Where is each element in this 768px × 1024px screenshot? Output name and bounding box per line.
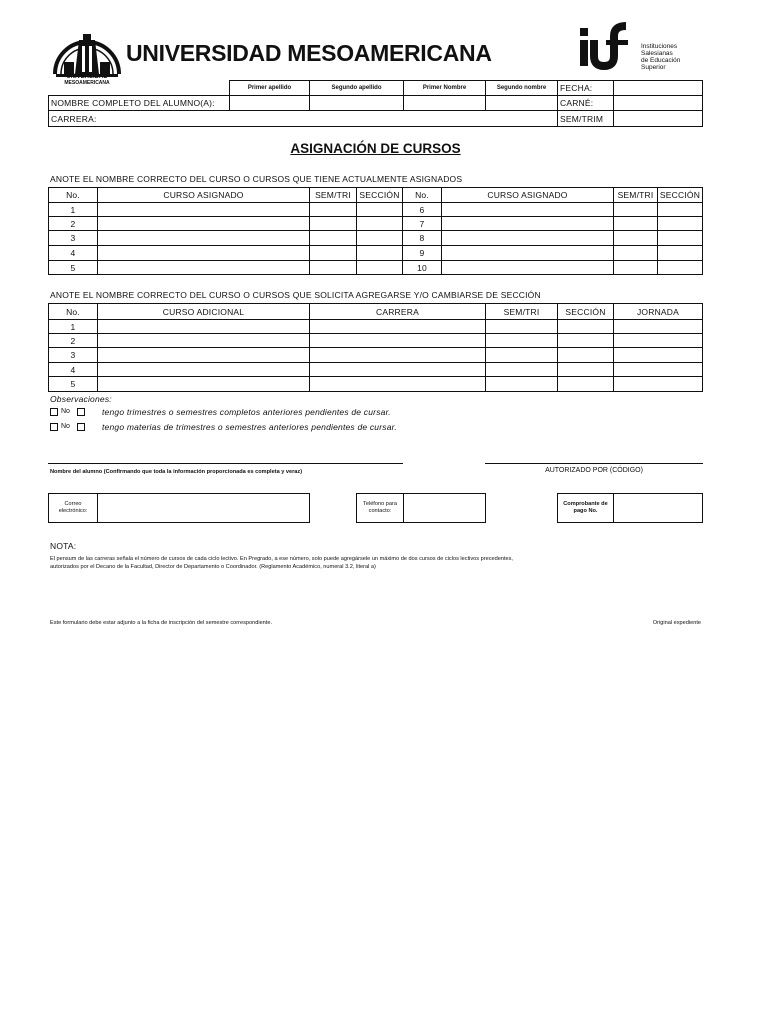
semtri-field[interactable] [485, 376, 558, 392]
date-field[interactable] [613, 80, 703, 96]
course-field[interactable] [97, 245, 310, 261]
course-field[interactable] [441, 216, 614, 231]
semtri-field[interactable] [485, 362, 558, 377]
observation-checkbox[interactable] [50, 408, 58, 416]
observation-text: tengo materias de trimestres o semestres anteriores pendientes de cursar. [102, 422, 397, 432]
schedule-field[interactable] [613, 347, 703, 363]
semtri-field[interactable] [485, 347, 558, 363]
section-field[interactable] [657, 216, 703, 231]
carne-field[interactable] [613, 95, 703, 111]
section-field[interactable] [657, 260, 703, 275]
row-number: 2 [48, 216, 98, 231]
section-field[interactable] [657, 230, 703, 246]
col-semtri: SEM/TRI [485, 303, 558, 320]
observation-option: No [61, 423, 70, 430]
section-field[interactable] [356, 230, 403, 246]
col-seccion-right: SECCIÓN [657, 187, 703, 203]
ius-caption [641, 43, 680, 71]
row-number: 1 [48, 202, 98, 217]
student-signature-caption: Nombre del alumno (Confirmando que toda la información proporcionada es completa y veraz) [50, 469, 303, 475]
section-field[interactable] [356, 202, 403, 217]
col-no-right: No. [402, 187, 442, 203]
course-field[interactable] [97, 230, 310, 246]
receipt-label: Comprobante de pago No. [557, 493, 614, 523]
section-field[interactable] [557, 319, 614, 334]
logo-caption-line1: UNIVERSIDAD [66, 74, 108, 80]
course-field[interactable] [97, 376, 310, 392]
semtri-field[interactable] [309, 245, 357, 261]
semtrim-label: SEM/TRIM [557, 110, 614, 127]
university-name: UNIVERSIDAD MESOAMERICANA [126, 40, 492, 66]
header-segundo-nombre: Segundo nombre [485, 80, 558, 96]
observation-checkbox[interactable] [77, 423, 85, 431]
section-field[interactable] [557, 362, 614, 377]
schedule-field[interactable] [613, 333, 703, 348]
observations-label: Observaciones: [50, 394, 112, 404]
receipt-field[interactable] [613, 493, 703, 523]
row-number: 5 [48, 376, 98, 392]
course-field[interactable] [97, 347, 310, 363]
phone-label: Teléfono para contacto: [356, 493, 404, 523]
header-segundo-apellido: Segundo apellido [309, 80, 404, 96]
col-curso-asignado-right: CURSO ASIGNADO [441, 187, 614, 203]
row-number: 4 [48, 245, 98, 261]
phone-field[interactable] [403, 493, 486, 523]
row-number: 6 [402, 202, 442, 217]
logo-caption-line2: MESOAMERICANA [64, 80, 110, 86]
section-field[interactable] [557, 333, 614, 348]
row-number: 4 [48, 362, 98, 377]
full-name-label: NOMBRE COMPLETO DEL ALUMNO(A): [48, 95, 230, 111]
section-field[interactable] [657, 245, 703, 261]
section-field[interactable] [557, 347, 614, 363]
date-label: FECHA: [557, 80, 614, 96]
email-field[interactable] [97, 493, 310, 523]
authorized-caption: AUTORIZADO POR (CÓDIGO) [545, 467, 643, 474]
segundo-nombre-field[interactable] [485, 95, 558, 111]
semtri-field[interactable] [309, 230, 357, 246]
observation-checkbox[interactable] [77, 408, 85, 416]
primer-apellido-field[interactable] [229, 95, 310, 111]
semtri-field[interactable] [309, 260, 357, 275]
section-field[interactable] [657, 202, 703, 217]
header-primer-apellido: Primer apellido [229, 80, 310, 96]
section-field[interactable] [557, 376, 614, 392]
course-field[interactable] [97, 362, 310, 377]
career-field[interactable] [309, 376, 486, 392]
header-primer-nombre: Primer Nombre [403, 80, 486, 96]
semtri-field[interactable] [309, 202, 357, 217]
assigned-instruction: ANOTE EL NOMBRE CORRECTO DEL CURSO O CURSOS QUE TIENE ACTUALMENTE ASIGNADOS [50, 174, 463, 184]
primer-nombre-field[interactable] [403, 95, 486, 111]
ius-caption-line1: Instituciones [641, 43, 678, 50]
row-number: 5 [48, 260, 98, 275]
student-signature-line[interactable] [48, 463, 403, 464]
footer-note: Este formulario debe estar adjunto a la ficha de inscripción del semestre correspondiente. [50, 620, 273, 626]
course-field[interactable] [97, 216, 310, 231]
col-jornada: JORNADA [613, 303, 703, 320]
course-field[interactable] [441, 245, 614, 261]
observation-checkbox[interactable] [50, 423, 58, 431]
career-field[interactable] [97, 110, 558, 127]
logo-caption [52, 74, 122, 86]
authorized-signature-line[interactable] [485, 463, 703, 464]
email-label: Correo electrónico: [48, 493, 98, 523]
semtri-field[interactable] [485, 319, 558, 334]
col-curso-adicional: CURSO ADICIONAL [97, 303, 310, 320]
ius-caption-line3: de Educación [641, 57, 681, 64]
col-carrera: CARRERA [309, 303, 486, 320]
row-number: 1 [48, 319, 98, 334]
schedule-field[interactable] [613, 376, 703, 392]
semtri-field[interactable] [613, 216, 658, 231]
course-field[interactable] [441, 260, 614, 275]
ius-caption-line4: Superior [641, 64, 666, 71]
col-seccion: SECCIÓN [356, 187, 403, 203]
section-field[interactable] [356, 216, 403, 231]
row-number: 9 [402, 245, 442, 261]
carne-label: CARNÉ: [557, 95, 614, 111]
row-number: 3 [48, 347, 98, 363]
row-number: 8 [402, 230, 442, 246]
schedule-field[interactable] [613, 319, 703, 334]
semtri-field[interactable] [613, 202, 658, 217]
semtri-field[interactable] [485, 333, 558, 348]
observation-option: No [61, 408, 70, 415]
form-title: ASIGNACIÓN DE CURSOS [290, 141, 461, 156]
course-field[interactable] [441, 202, 614, 217]
career-field[interactable] [309, 362, 486, 377]
note-label: NOTA: [50, 541, 77, 551]
semtri-field[interactable] [613, 230, 658, 246]
footer-copy-label: Original expediente [652, 620, 701, 626]
schedule-field[interactable] [613, 362, 703, 377]
course-field[interactable] [97, 202, 310, 217]
career-field[interactable] [309, 333, 486, 348]
note-line-2: autorizados por el Decano de la Facultad, Director de Departamento o Coordinador. (Reglamento Académico, numeral 3.2, literal a) [50, 564, 376, 570]
row-number: 2 [48, 333, 98, 348]
semtrim-field[interactable] [613, 110, 703, 127]
semtri-field[interactable] [613, 260, 658, 275]
career-label: CARRERA: [48, 110, 98, 127]
course-field[interactable] [441, 230, 614, 246]
career-field[interactable] [309, 319, 486, 334]
row-number: 7 [402, 216, 442, 231]
course-field[interactable] [97, 260, 310, 275]
col-semtri: SEM/TRI [309, 187, 357, 203]
semtri-field[interactable] [309, 216, 357, 231]
col-seccion: SECCIÓN [557, 303, 614, 320]
course-field[interactable] [97, 333, 310, 348]
course-field[interactable] [97, 319, 310, 334]
additional-instruction: ANOTE EL NOMBRE CORRECTO DEL CURSO O CURSOS QUE SOLICITA AGREGARSE Y/O CAMBIARSE DE SECCIÓN [50, 290, 541, 300]
section-field[interactable] [356, 245, 403, 261]
row-number: 3 [48, 230, 98, 246]
col-no: No. [48, 187, 98, 203]
ius-caption-line2: Salesianas [641, 50, 673, 57]
observation-text: tengo trimestres o semestres completos anteriores pendientes de cursar. [102, 407, 391, 417]
career-field[interactable] [309, 347, 486, 363]
segundo-apellido-field[interactable] [309, 95, 404, 111]
col-semtri-right: SEM/TRI [613, 187, 658, 203]
note-line-1: El pensum de las carreras señala el número de cursos de cada ciclo lectivo. En Pregrado, a ese número, solo puede agregársele un máximo de dos cursos de ciclos lectivos precedentes, [50, 556, 513, 562]
ius-logo [576, 22, 634, 72]
semtri-field[interactable] [613, 245, 658, 261]
row-number: 10 [402, 260, 442, 275]
section-field[interactable] [356, 260, 403, 275]
col-curso-asignado: CURSO ASIGNADO [97, 187, 310, 203]
col-no: No. [48, 303, 98, 320]
